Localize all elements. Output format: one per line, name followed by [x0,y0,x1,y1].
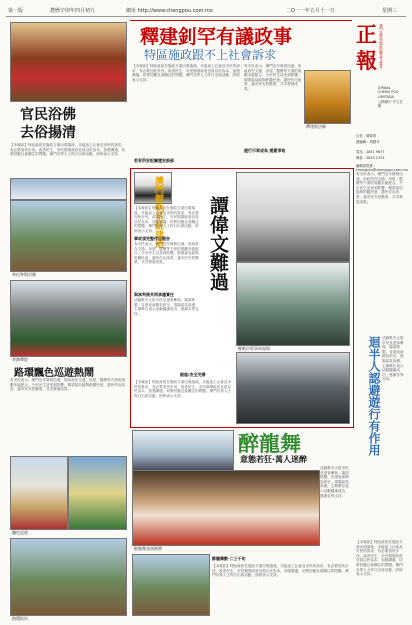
photo-bathing-buddha [10,200,127,272]
tsang-body-1: 【本報訊】特區政府在施政方面出現落後，未能追上社會及市民的訴求，有必要加快步伐，改善民生，市民期望政府官員以民為本，加強溝通，切實回應社會關注的問題。澳門各界人士昨日出席活動，紛紛表示支持。 [134,206,199,233]
photo-dragon-crowd [132,554,210,616]
photo-sky [10,178,127,200]
photo-parade-1 [10,456,68,530]
tsang-side-head-1: 事故須完整作出報告 [134,236,170,241]
dragon-body-2: 【本報訊】特區政府在施政方面出現落後，未能追上社會及市民的訴求，有必要加快步伐，改善民生，市民期望政府官員以民為本，加強溝通，切實回應社會關注的問題。澳門各界人士昨日出席活動，紛紛表示支持。 [212,564,349,578]
masthead [356,22,404,132]
editor-name: 陳偉智 [366,134,377,138]
lead-subhead: 特區施政跟不上社會訴求 [144,48,277,62]
parade-body: 有市民表示，澳門近年發展迅速，但政府在交通、房屋、醫療等方面的規劃未能配合，令市民生活受到影響。期望當局能夠聆聽民意，盡快作出改善，讓市民安居樂業，共享發展成果。 [10,378,125,392]
caption-street: 路環街坊 [12,616,28,621]
header-bar [6,4,406,17]
photo-spray [132,430,234,472]
dragon-subtitle: 意態若狂·萬人迷醉 [240,455,308,464]
dragon-title: 醉龍舞 [238,431,301,456]
right-title: 迴半人認避遊行有作用 [367,336,381,456]
masthead-register: 公開發行·中文日報 [378,100,403,109]
masthead-email[interactable]: 編輯部電郵 : chengpou@chengpou.com.mo [356,164,408,173]
masthead-fax: 傳真 : 2853 2373 [356,156,385,160]
photo-buddha-ceremony [10,22,127,102]
lead-rule [130,20,352,21]
right-body-2: 活動吸引大批市民及遊客參與，場面熱鬧，各項表演精彩紛呈，現場氣氛高漲，主辦單位表示活動圓滿成功，感謝各界支持。 [382,336,404,382]
page-label: 第一版 [8,8,24,14]
dragon-side-head: 醉龍舞動·二三千旬 [212,556,246,561]
lead-headline: 釋建釗罕有議政事 [140,26,293,48]
caption-monk: 釋建釗法師 [306,124,326,129]
caption-crane: 輕軌吊臂事故現場 [238,346,270,351]
photo-structure [236,262,350,346]
photo-bridge [236,352,350,424]
buddha-title-b: 去俗揚清 [20,125,76,141]
tsang-side-head-2: 與承判商共同承擔責任 [134,292,174,297]
lunar-date: 農曆辛卯年四月初九 [50,8,96,14]
dragon-body-1: 活動吸引大批市民及遊客參與，場面熱鬧，各項表演精彩紛呈，現場氣氛高漲，主辦單位表示活動圓滿成功，感謝各界支持。 [320,466,349,498]
photo-monk [304,70,351,124]
masthead-title: 正報 [356,22,377,73]
lead-body-2: 有市民表示，澳門近年發展迅速，但政府在交通、房屋、醫療等方面的規劃未能配合，令市民生活受到影響。期望當局能夠聆聽民意，盡快作出改善，讓市民安居樂業，共享發展成果。 [244,64,302,91]
parade-title: 路環飄色巡遊熱鬧 [14,368,94,379]
tsang-side-head-3: 跟進:安全完善 [180,372,206,377]
masthead-chief: 總編輯 : 胡國年 [356,140,380,144]
lead-body-1: 【本報訊】特區政府在施政方面出現落後，未能追上社會及市民的訴求，有必要加快步伐，改善民生，市民期望政府官員以民為本，加強溝通，切實回應社會關注的問題。澳門各界人士昨日出席活動，紛紛表示支持。 [132,64,240,82]
caption-dragon: 醉龍舞表演熱鬧 [134,546,162,551]
phone-number: 2851 9677 [366,150,385,154]
chief-name: 胡國年 [369,140,380,144]
masthead-motto: 澳門及珠海地區的權益守護者 [378,24,383,69]
tsang-title: 譚偉文難過 [207,196,229,291]
buddha-body: 【本報訊】特區政府在施政方面出現落後，未能追上社會及市民的訴求，有必要加快步伐，改善民生，市民期望政府官員以民為本，加強溝通，切實回應社會關注的問題。澳門各界人士昨日出席活動，紛紛表示支持。 [10,143,125,157]
photo-dragon-dance [132,470,320,546]
photo-street [10,538,127,616]
masthead-phone: 電話 : 2851 9677 [356,150,385,154]
date: 二O一一年五月十一日 [286,8,335,14]
tsang-body-4: 【本報訊】特區政府在施政方面出現落後，未能追上社會及市民的訴求，有必要加快步伐，改善民生，市民期望政府官員以民為本，加強溝通，切實回應社會關注的問題。澳門各界人士昨日出席活動，紛紛表示支持。 [134,380,232,398]
tsang-kicker: 澳門輕軌系統建造 [153,176,163,248]
masthead-english: JORNAL CHENG POU LIMITADA [378,86,399,99]
weekday: 星期三 [382,8,398,14]
right-body-3: 【本報訊】特區政府在施政方面出現落後，未能追上社會及市民的訴求，有必要加快步伐，改善民生，市民期望政府官員以民為本，加強溝通，切實回應社會關注的問題。澳門各界人士昨日出席活動，紛紛表示支持。 [356,540,403,577]
site-url[interactable]: 網址 http://www.chengpou.com.mo [126,8,213,14]
caption-parade: 飄色巡遊 [12,530,28,535]
lead-second-title: 若有所安記關建安設部 [134,158,174,163]
caption-temple: 普濟禪院 [12,357,28,362]
buddha-title-a: 官民浴佛 [20,107,76,123]
masthead-editor: 社長 : 陳偉智 [356,134,377,138]
photo-parade-2 [68,456,127,530]
fax-number: 2853 2373 [366,156,385,160]
caption-bathing: 善信參與浴佛 [12,272,36,277]
right-body-1: 有市民表示，澳門近年發展迅速，但政府在交通、房屋、醫療等方面的規劃未能配合，令市民生活受到影響。期望當局能夠聆聽民意，盡快作出改善，讓市民安居樂業，共享發展成果。 [356,172,403,204]
tsang-body-2: 有市民表示，澳門近年發展迅速，但政府在交通、房屋、醫療等方面的規劃未能配合，令市民生活受到影響。期望當局能夠聆聽民意，盡快作出改善，讓市民安居樂業，共享發展成果。 [134,242,199,265]
lead-sidebar-title: 遊行示眾成為 提素爭取 [244,148,286,153]
tsang-body-3: 活動吸引大批市民及遊客參與，場面熱鬧，各項表演精彩紛呈，現場氣氛高漲，主辦單位表示活動圓滿成功，感謝各界支持。 [134,298,199,316]
photo-temple [10,280,127,357]
photo-crane [236,172,350,262]
